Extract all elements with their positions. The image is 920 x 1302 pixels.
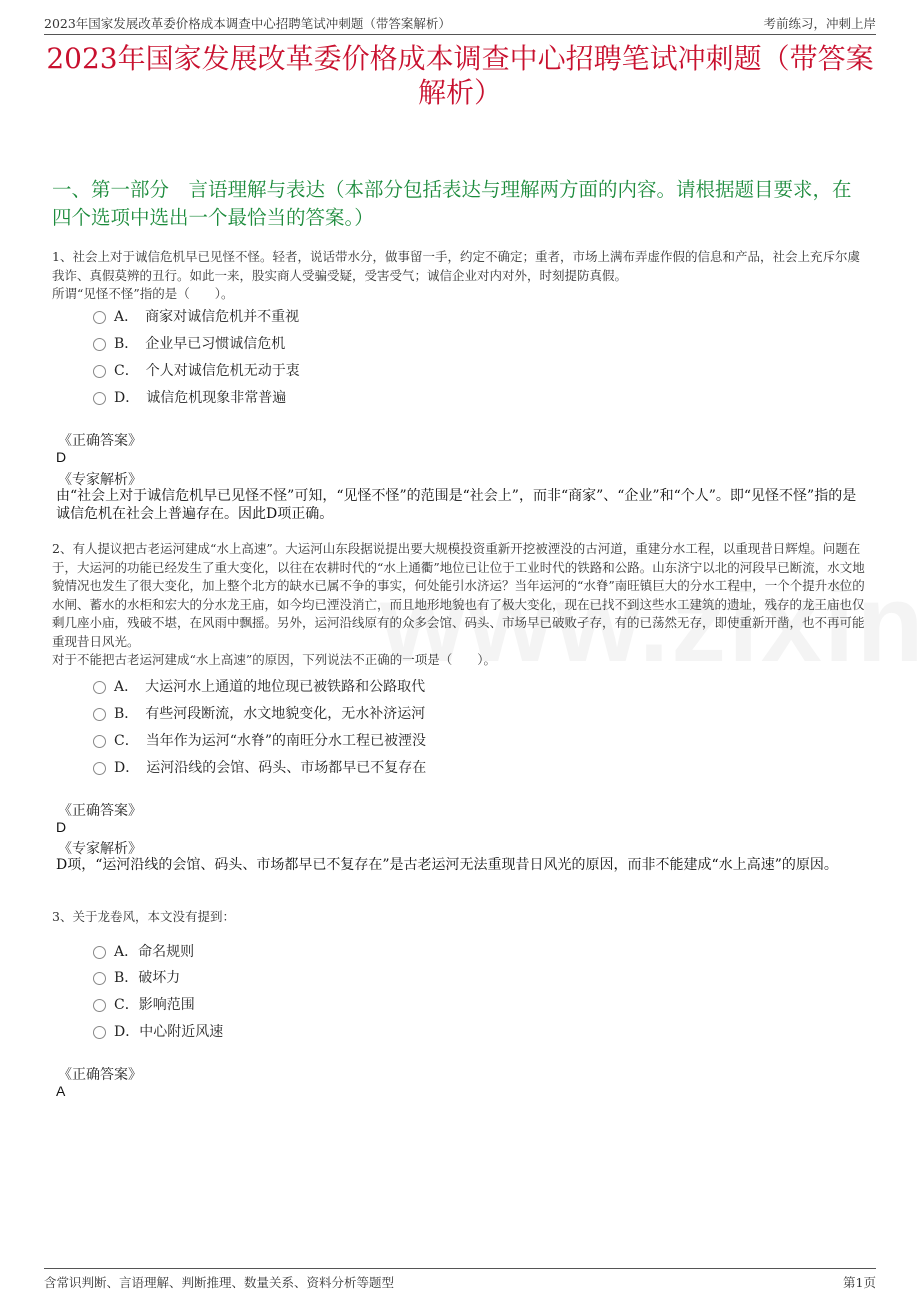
question-2-option-b[interactable]: B． 有些河段断流，水文地貌变化，无水补济运河	[93, 704, 425, 724]
question-1-analysis-label: 《专家解析》	[58, 472, 142, 488]
question-2-text: 2、有人提议把古老运河建成“水上高速”。大运河山东段据说提出要大规模投资重新开挖被湮没的古河道，重建分水工程，以重现昔日辉煌。问题在于，大运河的功能已经发生了重大变化，以往在农耕时代的“水上通衢”地位已让位于工业时代的铁路和公路。山东济宁以北的河段早已断流，水文地貌情况也发生了很大变化，加上整个北方的缺水已属不争的事实，何处能引水济运？当年运河的“水脊”南旺镇巨大的分水工程中，一个个提升水位的水闸、蓄水的水柜和宏大的分水龙王庙，如今均已湮没消亡，而且地形地貌也有了极大变化，现在已找不到这些水工建筑的遗址，残存的龙王庙也仅剩几座小庙，残破不堪，在风雨中飘摇。另外，运河沿线原有的众多会馆、码头、市场早已破败孑存，有的已荡然无存，即使重新开凿，也不再可能重现昔日风光。	[52, 541, 865, 649]
radio-icon[interactable]	[93, 972, 106, 985]
question-3-answer-label: 《正确答案》	[58, 1067, 142, 1083]
question-3-option-b[interactable]: B．破坏力	[93, 968, 180, 988]
question-2-option-d[interactable]: D． 运河沿线的会馆、码头、市场都早已不复存在	[93, 758, 426, 778]
question-2-answer: D	[56, 819, 67, 835]
question-1-prompt: 所谓“见怪不怪”指的是（ ）。	[52, 286, 234, 301]
radio-icon[interactable]	[93, 735, 106, 748]
radio-icon[interactable]	[93, 946, 106, 959]
header-right-text: 考前练习，冲刺上岸	[763, 16, 876, 31]
question-2-answer-label: 《正确答案》	[58, 803, 142, 819]
radio-icon[interactable]	[93, 708, 106, 721]
question-2-stem	[52, 540, 868, 670]
radio-icon[interactable]	[93, 999, 106, 1012]
question-2-analysis: D项，“运河沿线的会馆、码头、市场都早已不复存在”是古老运河无法重现昔日风光的原因，而非不能建成“水上高速”的原因。	[56, 857, 838, 873]
question-1-stem	[52, 248, 868, 304]
question-1-option-c[interactable]: C． 个人对诚信危机无动于衷	[93, 361, 300, 381]
footer-left-text: 含常识判断、言语理解、判断推理、数量关系、资料分析等题型	[44, 1275, 395, 1290]
radio-icon[interactable]	[93, 311, 106, 324]
question-2-analysis-label: 《专家解析》	[58, 841, 142, 857]
radio-icon[interactable]	[93, 1026, 106, 1039]
question-1-analysis: 由“社会上对于诚信危机早已见怪不怪”可知，“见怪不怪”的范围是“社会上”，而非“商家”、“企业”和“个人”。即“见怪不怪”指的是诚信危机在社会上普遍存在。因此D项正确。	[56, 488, 857, 522]
question-3-option-d[interactable]: D．中心附近风速	[93, 1022, 223, 1042]
question-1-answer-label: 《正确答案》	[58, 433, 142, 449]
question-1-option-a[interactable]: A． 商家对诚信危机并不重视	[93, 307, 299, 327]
question-3-stem: 3、关于龙卷风，本文没有提到：	[52, 909, 235, 924]
question-1-option-d[interactable]: D． 诚信危机现象非常普遍	[93, 388, 286, 408]
page-header	[44, 12, 876, 35]
question-3-option-a[interactable]: A．命名规则	[93, 942, 194, 962]
question-2-prompt: 对于不能把古老运河建成“水上高速”的原因，下列说法不正确的一项是（ ）。	[52, 652, 497, 667]
question-3-answer: A	[56, 1083, 66, 1099]
question-2-option-a[interactable]: A． 大运河水上通道的地位现已被铁路和公路取代	[93, 677, 425, 697]
radio-icon[interactable]	[93, 392, 106, 405]
radio-icon[interactable]	[93, 365, 106, 378]
question-3-option-c[interactable]: C．影响范围	[93, 995, 195, 1015]
page-number: 第1页	[843, 1275, 876, 1290]
header-left-text: 2023年国家发展改革委价格成本调查中心招聘笔试冲刺题（带答案解析）	[44, 16, 451, 31]
radio-icon[interactable]	[93, 681, 106, 694]
question-1-option-b[interactable]: B． 企业早已习惯诚信危机	[93, 334, 285, 354]
question-2-option-c[interactable]: C． 当年作为运河“水脊”的南旺分水工程已被湮没	[93, 731, 426, 751]
radio-icon[interactable]	[93, 762, 106, 775]
question-1-text: 1、社会上对于诚信危机早已见怪不怪。轻者，说话带水分，做事留一手，约定不确定；重者，市场上满布弄虚作假的信息和产品，社会上充斥尔虞我诈、真假莫辨的丑行。如此一来，股实商人受骗受疑，受害受气；诚信企业对内对外，时刻提防真假。	[52, 249, 860, 283]
question-1-answer: D	[56, 449, 67, 465]
page-title: 2023年国家发展改革委价格成本调查中心招聘笔试冲刺题（带答案解析）	[46, 42, 874, 109]
radio-icon[interactable]	[93, 338, 106, 351]
section-heading: 一、第一部分 言语理解与表达（本部分包括表达与理解两方面的内容。请根据题目要求，在四个选项中选出一个最恰当的答案。）	[52, 178, 852, 229]
page-footer	[44, 1268, 876, 1291]
